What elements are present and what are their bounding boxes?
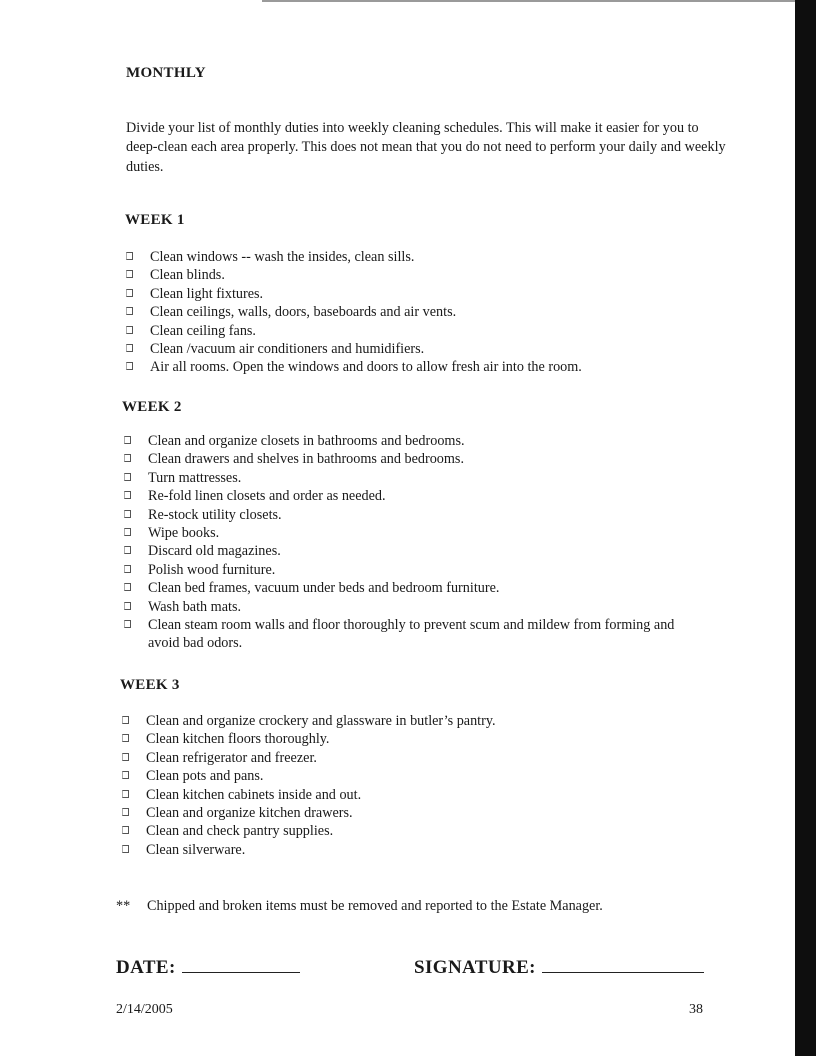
checkbox-icon[interactable] — [126, 362, 133, 370]
checkbox-icon[interactable] — [124, 510, 131, 518]
week-1-heading: WEEK 1 — [125, 212, 185, 228]
checkbox-icon[interactable] — [124, 546, 131, 554]
list-item: Clean kitchen floors thoroughly. — [120, 730, 720, 748]
checkbox-icon[interactable] — [126, 307, 133, 315]
list-item: Air all rooms. Open the windows and doors to allow fresh air into the room. — [124, 358, 734, 376]
checkbox-icon[interactable] — [124, 473, 131, 481]
list-item: Clean and organize kitchen drawers. — [120, 804, 720, 822]
checkbox-icon[interactable] — [124, 491, 131, 499]
checkbox-icon[interactable] — [126, 270, 133, 278]
checkbox-icon[interactable] — [122, 826, 129, 834]
page-title: MONTHLY — [126, 65, 206, 81]
list-item: Clean steam room walls and floor thoroughly to prevent scum and mildew from forming and avoid bad odors. — [122, 616, 702, 653]
page-number: 38 — [689, 1002, 703, 1017]
checkbox-icon[interactable] — [122, 808, 129, 816]
checkbox-icon[interactable] — [122, 716, 129, 724]
date-line[interactable] — [182, 956, 300, 973]
checkbox-icon[interactable] — [122, 845, 129, 853]
list-item: Clean drawers and shelves in bathrooms and bedrooms. — [122, 450, 702, 468]
footer-date: 2/14/2005 — [116, 1002, 173, 1017]
checkbox-icon[interactable] — [124, 436, 131, 444]
list-item: Wipe books. — [122, 524, 702, 542]
scan-edge-bar — [795, 0, 816, 1056]
checkbox-icon[interactable] — [122, 734, 129, 742]
list-item: Turn mattresses. — [122, 469, 702, 487]
list-item: Discard old magazines. — [122, 542, 702, 560]
list-item: Clean pots and pans. — [120, 767, 720, 785]
list-item: Wash bath mats. — [122, 598, 702, 616]
checkbox-icon[interactable] — [122, 771, 129, 779]
week-1-checklist — [124, 248, 734, 377]
signature-label: SIGNATURE: — [414, 957, 536, 978]
week-3-heading: WEEK 3 — [120, 677, 180, 693]
signature-line[interactable] — [542, 956, 704, 973]
note-marker: ** — [116, 898, 131, 914]
list-item: Clean and organize closets in bathrooms and bedrooms. — [122, 432, 702, 450]
list-item: Clean refrigerator and freezer. — [120, 749, 720, 767]
checkbox-icon[interactable] — [124, 528, 131, 536]
list-item: Clean and organize crockery and glassware in butler’s pantry. — [120, 712, 720, 730]
list-item: Re-fold linen closets and order as needed. — [122, 487, 702, 505]
intro-paragraph: Divide your list of monthly duties into weekly cleaning schedules. This will make it easier for you to deep-clean each area properly. This does not mean that you do not need to perform your daily and weekly duties. — [126, 120, 726, 175]
checkbox-icon[interactable] — [126, 252, 133, 260]
list-item: Clean /vacuum air conditioners and humidifiers. — [124, 340, 734, 358]
list-item: Clean silverware. — [120, 841, 720, 859]
checkbox-icon[interactable] — [126, 289, 133, 297]
list-item: Clean windows -- wash the insides, clean sills. — [124, 248, 734, 266]
list-item: Clean bed frames, vacuum under beds and bedroom furniture. — [122, 579, 702, 597]
checkbox-icon[interactable] — [122, 753, 129, 761]
checkbox-icon[interactable] — [126, 326, 133, 334]
list-item: Clean and check pantry supplies. — [120, 822, 720, 840]
list-item: Polish wood furniture. — [122, 561, 702, 579]
week-3-checklist — [120, 712, 720, 859]
footnote — [116, 898, 603, 915]
checkbox-icon[interactable] — [124, 583, 131, 591]
note-text: Chipped and broken items must be removed and reported to the Estate Manager. — [147, 898, 603, 914]
list-item: Clean ceilings, walls, doors, baseboards and air vents. — [124, 303, 734, 321]
checkbox-icon[interactable] — [124, 565, 131, 573]
checkbox-icon[interactable] — [124, 454, 131, 462]
date-field[interactable] — [116, 956, 300, 979]
list-item: Clean ceiling fans. — [124, 322, 734, 340]
list-item: Clean blinds. — [124, 266, 734, 284]
checkbox-icon[interactable] — [124, 602, 131, 610]
list-item: Re-stock utility closets. — [122, 506, 702, 524]
signature-field[interactable] — [414, 956, 704, 979]
week-2-heading: WEEK 2 — [122, 399, 182, 415]
week-2-checklist — [122, 432, 702, 653]
checkbox-icon[interactable] — [126, 344, 133, 352]
date-label: DATE: — [116, 957, 176, 978]
list-item: Clean kitchen cabinets inside and out. — [120, 786, 720, 804]
checkbox-icon[interactable] — [124, 620, 131, 628]
list-item: Clean light fixtures. — [124, 285, 734, 303]
checkbox-icon[interactable] — [122, 790, 129, 798]
